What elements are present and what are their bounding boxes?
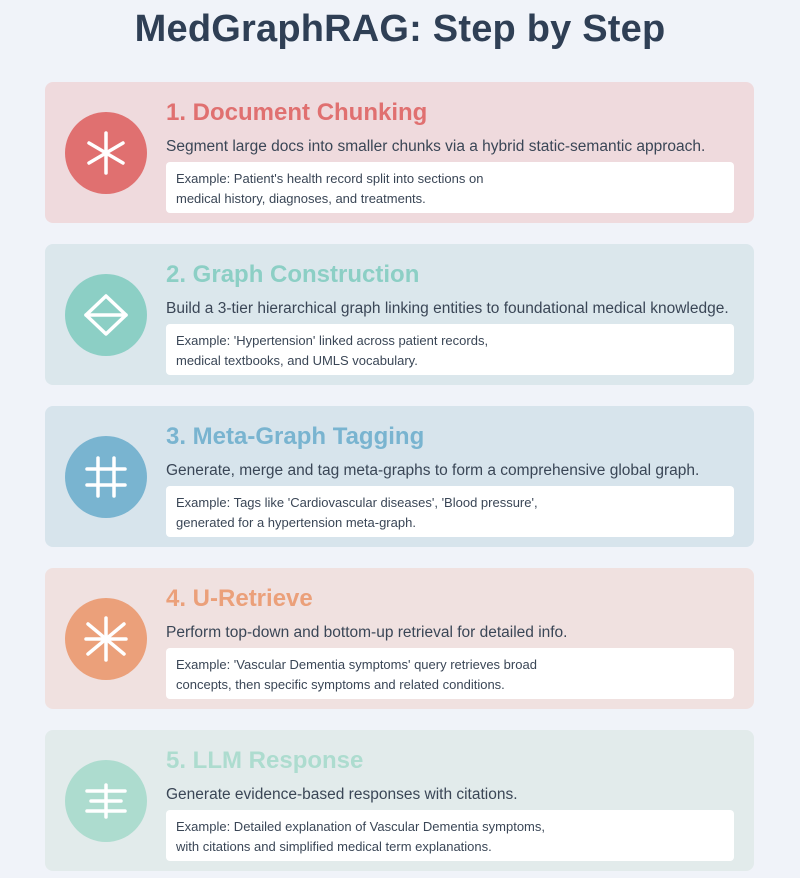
step-title: 3. Meta-Graph Tagging bbox=[166, 423, 425, 450]
step-description: Generate evidence-based responses with citations. bbox=[166, 786, 518, 803]
step-icon-circle bbox=[65, 598, 147, 680]
step-icon-circle bbox=[65, 112, 147, 194]
step-icon-circle bbox=[65, 274, 147, 356]
example-box bbox=[166, 648, 734, 699]
step-description: Build a 3-tier hierarchical graph linking entities to foundational medical knowledge. bbox=[166, 300, 729, 317]
step-title: 4. U-Retrieve bbox=[166, 585, 313, 612]
example-box bbox=[166, 810, 734, 861]
step-icon-circle bbox=[65, 760, 147, 842]
example-text: with citations and simplified medical term explanations. bbox=[176, 838, 492, 854]
step-description: Segment large docs into smaller chunks via a hybrid static-semantic approach. bbox=[166, 138, 706, 155]
step-title: 1. Document Chunking bbox=[166, 99, 428, 126]
bars-icon bbox=[65, 760, 147, 842]
asterisk-icon bbox=[65, 598, 147, 680]
step-title: 2. Graph Construction bbox=[166, 261, 420, 288]
example-text: Example: 'Vascular Dementia symptoms' query retrieves broad bbox=[176, 657, 537, 672]
asterisk-icon bbox=[65, 112, 147, 194]
example-text: concepts, then specific symptoms and related conditions. bbox=[176, 676, 505, 692]
hash-icon bbox=[65, 436, 147, 518]
step-icon-circle bbox=[65, 436, 147, 518]
example-text: Example: Tags like 'Cardiovascular diseases', 'Blood pressure', bbox=[176, 495, 538, 510]
example-box bbox=[166, 162, 734, 213]
step-card-meta-graph-tagging bbox=[45, 406, 754, 547]
diamond-icon bbox=[65, 274, 147, 356]
step-title: 5. LLM Response bbox=[166, 747, 364, 774]
step-description: Generate, merge and tag meta-graphs to form a comprehensive global graph. bbox=[166, 462, 700, 479]
example-text: medical textbooks, and UMLS vocabulary. bbox=[176, 352, 418, 368]
example-box bbox=[166, 486, 734, 537]
page-title: MedGraphRAG: Step by Step bbox=[134, 8, 666, 50]
step-description: Perform top-down and bottom-up retrieval for detailed info. bbox=[166, 624, 568, 641]
example-box bbox=[166, 324, 734, 375]
step-card-document-chunking bbox=[45, 82, 754, 223]
example-text: generated for a hypertension meta-graph. bbox=[176, 514, 416, 530]
example-text: Example: 'Hypertension' linked across patient records, bbox=[176, 333, 489, 348]
step-card-graph-construction bbox=[45, 244, 754, 385]
step-card-u-retrieve bbox=[45, 568, 754, 709]
example-text: medical history, diagnoses, and treatments. bbox=[176, 190, 426, 206]
example-text: Example: Patient's health record split into sections on bbox=[176, 171, 484, 186]
step-card-llm-response bbox=[45, 730, 754, 871]
example-text: Example: Detailed explanation of Vascular Dementia symptoms, bbox=[176, 819, 545, 834]
